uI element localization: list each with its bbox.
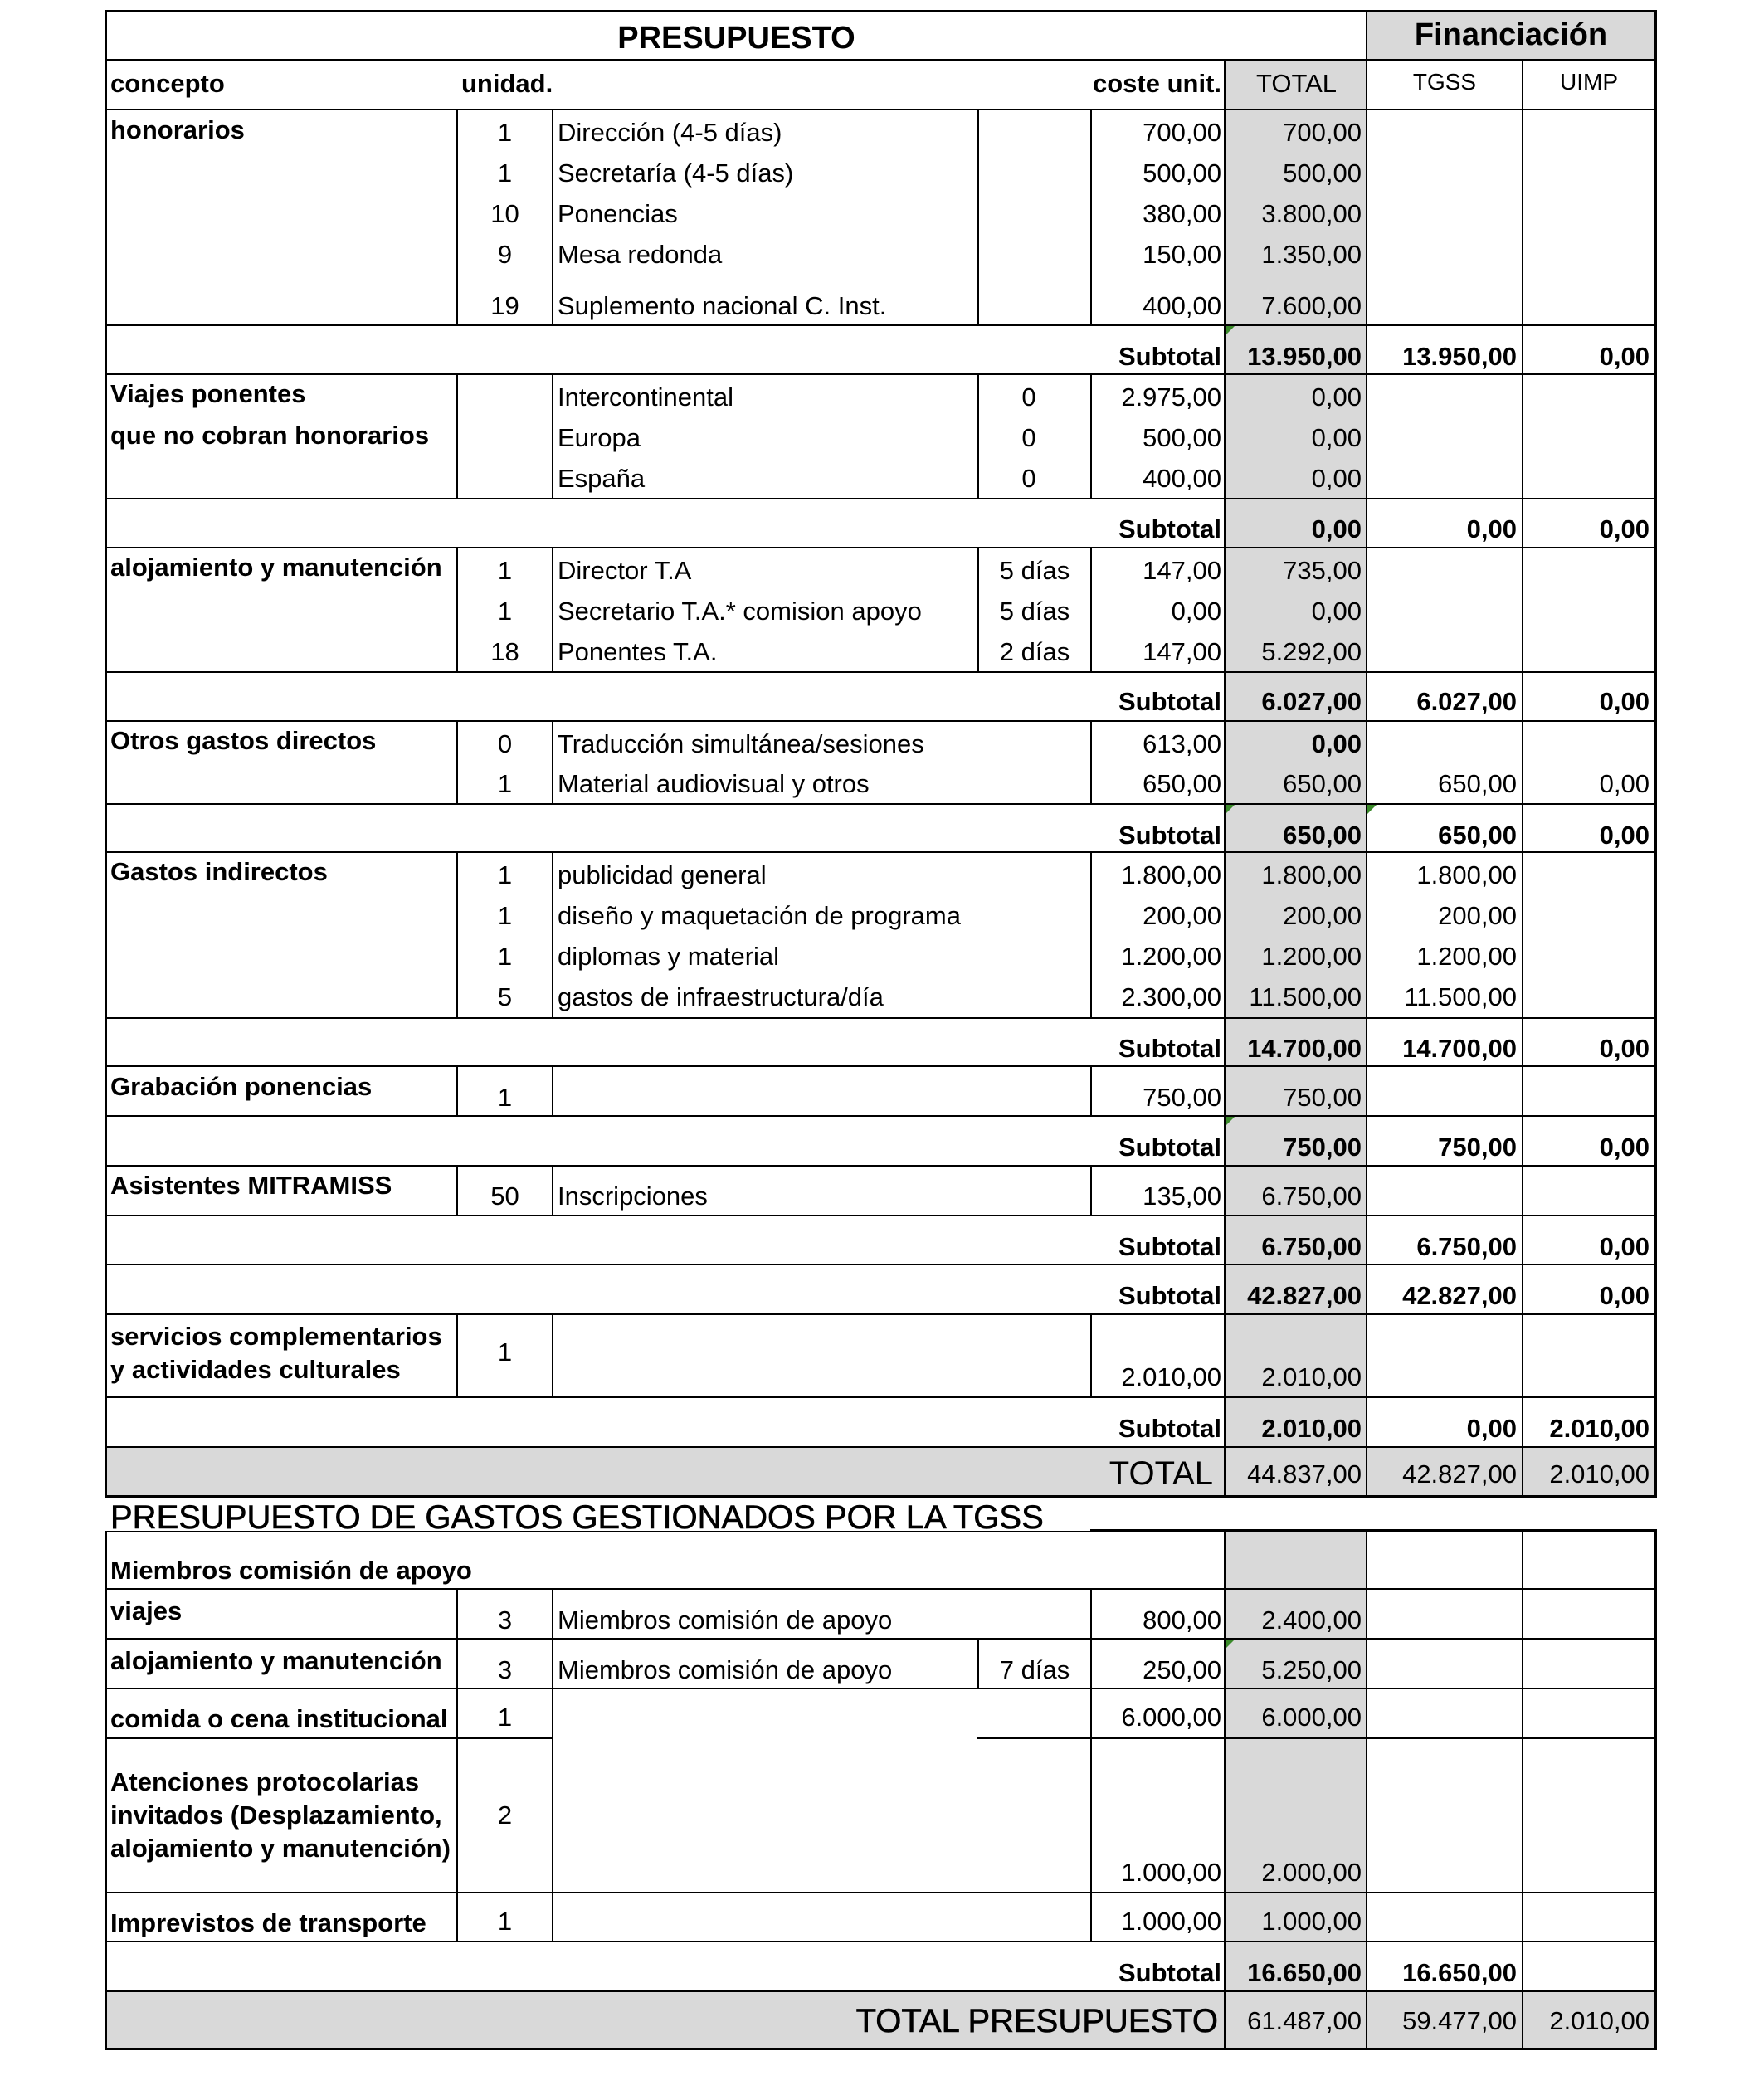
- tgss-atenciones-unit: 2: [497, 1800, 513, 1830]
- viajes-count: 0: [1021, 382, 1036, 412]
- asistentes-label: Asistentes MITRAMISS: [110, 1171, 392, 1200]
- grabacion-label: Grabación ponencias: [110, 1072, 373, 1101]
- viajes-cost: 2.975,00: [1121, 382, 1221, 412]
- tgss-imprevistos-label: Imprevistos de transporte: [110, 1908, 426, 1937]
- asistentes-total: 6.750,00: [1261, 1182, 1362, 1211]
- alojamiento-days: 5 días: [999, 597, 1070, 626]
- honorarios-cost: 700,00: [1143, 118, 1221, 147]
- subtotal-uimp: 0,00: [1599, 514, 1649, 543]
- alojamiento-total: 735,00: [1283, 556, 1362, 585]
- servicios-total: 2.010,00: [1261, 1362, 1362, 1391]
- total-tgss: 42.827,00: [1402, 1459, 1517, 1489]
- subtotal-all-tgss: 42.827,00: [1402, 1281, 1517, 1310]
- tgss-aloj-label: alojamiento y manutención: [110, 1646, 442, 1675]
- tgss-imprevistos-unit: 1: [497, 1907, 513, 1936]
- asistentes-unit: 50: [490, 1182, 519, 1211]
- viajes-count: 0: [1021, 464, 1036, 493]
- otros-desc: Traducción simultánea/sesiones: [558, 729, 924, 758]
- subtotal-tgss: 0,00: [1466, 1414, 1517, 1443]
- indirectos-total: 200,00: [1283, 901, 1362, 930]
- tgss-comida-total: 6.000,00: [1261, 1703, 1362, 1732]
- honorarios-cost: 150,00: [1143, 240, 1221, 269]
- total-label: TOTAL: [1109, 1455, 1213, 1492]
- col-header-concepto: concepto: [110, 69, 225, 98]
- grabacion-unit: 1: [497, 1083, 513, 1112]
- asistentes-desc: Inscripciones: [558, 1182, 708, 1211]
- tgss-atenciones-label-3: alojamiento y manutención): [110, 1834, 451, 1863]
- subtotal-label: Subtotal: [1118, 1414, 1221, 1443]
- tgss-imprevistos-cost: 1.000,00: [1121, 1907, 1221, 1936]
- subtotal-total: 14.700,00: [1247, 1034, 1362, 1063]
- subtotal-uimp: 0,00: [1599, 821, 1649, 850]
- indirectos-unit: 1: [497, 860, 513, 889]
- comment-marker: [1226, 805, 1235, 814]
- tgss-atenciones-label: Atenciones protocolarias: [110, 1767, 420, 1796]
- subtotal-total: 750,00: [1283, 1133, 1362, 1162]
- col-header-tgss: TGSS: [1412, 69, 1477, 95]
- tgss-comida-label: comida o cena institucional: [110, 1704, 448, 1733]
- grabacion-total: 750,00: [1283, 1083, 1362, 1112]
- subtotal-all-uimp: 0,00: [1599, 1281, 1649, 1310]
- honorarios-unit: 9: [497, 240, 513, 269]
- indirectos-cost: 200,00: [1143, 901, 1221, 930]
- viajes-total: 0,00: [1311, 423, 1362, 452]
- grand-total-label: TOTAL PRESUPUESTO: [855, 2003, 1218, 2039]
- tgss-comida-cost: 6.000,00: [1121, 1703, 1221, 1732]
- grabacion-cost: 750,00: [1143, 1083, 1221, 1112]
- subtotal-total: 6.027,00: [1261, 687, 1362, 716]
- subtotal-label: Subtotal: [1118, 342, 1221, 371]
- alojamiento-desc: Director T.A: [558, 556, 692, 585]
- tgss-aloj-cost: 250,00: [1143, 1655, 1221, 1684]
- otros-tgss: 650,00: [1438, 769, 1517, 798]
- tgss-section-title: PRESUPUESTO DE GASTOS GESTIONADOS POR LA TGSS: [110, 1499, 1044, 1536]
- indirectos-tgss: 1.800,00: [1416, 860, 1517, 889]
- subtotal-uimp: 0,00: [1599, 342, 1649, 371]
- alojamiento-total: 0,00: [1311, 597, 1362, 626]
- subtotal-label: Subtotal: [1118, 514, 1221, 543]
- col-header-uimp: UIMP: [1560, 69, 1618, 95]
- tgss-subtotal-tgss: 16.650,00: [1402, 1958, 1517, 1987]
- subtotal-uimp: 2.010,00: [1549, 1414, 1649, 1443]
- otros-unit: 0: [497, 729, 513, 758]
- tgss-aloj-desc: Miembros comisión de apoyo: [558, 1655, 893, 1684]
- honorarios-total: 3.800,00: [1261, 199, 1362, 228]
- tgss-comida-unit: 1: [497, 1703, 513, 1732]
- alojamiento-unit: 1: [497, 597, 513, 626]
- alojamiento-cost: 147,00: [1143, 556, 1221, 585]
- honorarios-cost: 400,00: [1143, 291, 1221, 320]
- subtotal-tgss: 0,00: [1466, 514, 1517, 543]
- servicios-label: servicios complementarios: [110, 1322, 442, 1351]
- servicios-unit: 1: [497, 1337, 513, 1367]
- honorarios-total: 700,00: [1283, 118, 1362, 147]
- tgss-aloj-total: 5.250,00: [1261, 1655, 1362, 1684]
- honorarios-desc: Mesa redonda: [558, 240, 723, 269]
- viajes-desc: España: [558, 464, 646, 493]
- subtotal-uimp: 0,00: [1599, 1034, 1649, 1063]
- comment-marker: [1226, 1640, 1235, 1649]
- tgss-viajes-desc: Miembros comisión de apoyo: [558, 1605, 893, 1635]
- subtotal-total: 13.950,00: [1247, 342, 1362, 371]
- subtotal-total: 2.010,00: [1261, 1414, 1362, 1443]
- subtotal-label: Subtotal: [1118, 821, 1221, 850]
- indirectos-cost: 1.800,00: [1121, 860, 1221, 889]
- subtotal-total: 0,00: [1311, 514, 1362, 543]
- subtotal-total: 650,00: [1283, 821, 1362, 850]
- otros-total: 650,00: [1283, 769, 1362, 798]
- subtotal-uimp: 0,00: [1599, 1232, 1649, 1261]
- honorarios-unit: 1: [497, 158, 513, 188]
- alojamiento-days: 5 días: [999, 556, 1070, 585]
- grand-total-total: 61.487,00: [1247, 2006, 1362, 2035]
- honorarios-desc: Dirección (4-5 días): [558, 118, 782, 147]
- indirectos-unit: 1: [497, 942, 513, 971]
- honorarios-total: 1.350,00: [1261, 240, 1362, 269]
- tgss-subtotal-total: 16.650,00: [1247, 1958, 1362, 1987]
- subtotal-uimp: 0,00: [1599, 687, 1649, 716]
- viajes-label: Viajes ponentes: [110, 379, 306, 408]
- indirectos-total: 11.500,00: [1249, 982, 1362, 1011]
- subtotal-label: Subtotal: [1118, 687, 1221, 716]
- viajes-cost: 500,00: [1143, 423, 1221, 452]
- otros-uimp: 0,00: [1599, 769, 1649, 798]
- comment-marker: [1226, 1117, 1235, 1126]
- subtotal-tgss: 13.950,00: [1402, 342, 1517, 371]
- indirectos-tgss: 200,00: [1438, 901, 1517, 930]
- otros-unit: 1: [497, 769, 513, 798]
- alojamiento-unit: 1: [497, 556, 513, 585]
- col-header-unidad: unidad.: [461, 69, 553, 98]
- indirectos-unit: 1: [497, 901, 513, 930]
- indirectos-tgss: 1.200,00: [1416, 942, 1517, 971]
- subtotal-all-total: 42.827,00: [1247, 1281, 1362, 1310]
- otros-desc: Material audiovisual y otros: [558, 769, 870, 798]
- otros-cost: 650,00: [1143, 769, 1221, 798]
- honorarios-label: honorarios: [110, 115, 245, 144]
- indirectos-label: Gastos indirectos: [110, 857, 328, 886]
- honorarios-desc: Secretaría (4-5 días): [558, 158, 794, 188]
- alojamiento-desc: Ponentes T.A.: [558, 637, 718, 666]
- alojamiento-cost: 0,00: [1171, 597, 1221, 626]
- viajes-total: 0,00: [1311, 382, 1362, 412]
- viajes-desc: Europa: [558, 423, 641, 452]
- otros-label: Otros gastos directos: [110, 726, 377, 755]
- subtotal-label: Subtotal: [1118, 1133, 1221, 1162]
- servicios-label-2: y actividades culturales: [110, 1355, 401, 1384]
- indirectos-tgss: 11.500,00: [1404, 982, 1517, 1011]
- subtotal-uimp: 0,00: [1599, 1133, 1649, 1162]
- indirectos-cost: 2.300,00: [1121, 982, 1221, 1011]
- comment-marker: [1226, 326, 1235, 335]
- alojamiento-total: 5.292,00: [1261, 637, 1362, 666]
- subtotal-tgss: 750,00: [1438, 1133, 1517, 1162]
- tgss-atenciones-label-2: invitados (Desplazamiento,: [110, 1800, 442, 1830]
- total-total: 44.837,00: [1247, 1459, 1362, 1489]
- viajes-desc: Intercontinental: [558, 382, 733, 412]
- tgss-atenciones-total: 2.000,00: [1261, 1858, 1362, 1887]
- tgss-viajes-cost: 800,00: [1143, 1605, 1221, 1635]
- tgss-viajes-unit: 3: [497, 1605, 513, 1635]
- honorarios-unit: 19: [490, 291, 519, 320]
- honorarios-desc: Ponencias: [558, 199, 678, 228]
- alojamiento-desc: Secretario T.A.* comision apoyo: [558, 597, 922, 626]
- honorarios-total: 7.600,00: [1261, 291, 1362, 320]
- honorarios-desc: Suplemento nacional C. Inst.: [558, 291, 887, 320]
- indirectos-unit: 5: [497, 982, 513, 1011]
- col-header-coste: coste unit.: [1092, 69, 1221, 98]
- honorarios-unit: 10: [490, 199, 519, 228]
- alojamiento-cost: 147,00: [1143, 637, 1221, 666]
- subtotal-label: Subtotal: [1118, 1034, 1221, 1063]
- otros-total: 0,00: [1311, 729, 1362, 758]
- honorarios-cost: 500,00: [1143, 158, 1221, 188]
- grand-total-uimp: 2.010,00: [1549, 2006, 1649, 2035]
- subtotal-label: Subtotal: [1118, 1281, 1221, 1310]
- asistentes-cost: 135,00: [1143, 1182, 1221, 1211]
- viajes-count: 0: [1021, 423, 1036, 452]
- tgss-atenciones-cost: 1.000,00: [1121, 1858, 1221, 1887]
- indirectos-cost: 1.200,00: [1121, 942, 1221, 971]
- viajes-total: 0,00: [1311, 464, 1362, 493]
- alojamiento-days: 2 días: [999, 637, 1070, 666]
- viajes-cost: 400,00: [1143, 464, 1221, 493]
- tgss-imprevistos-total: 1.000,00: [1261, 1907, 1362, 1936]
- subtotal-tgss: 650,00: [1438, 821, 1517, 850]
- tgss-viajes-total: 2.400,00: [1261, 1605, 1362, 1635]
- subtotal-tgss: 14.700,00: [1402, 1034, 1517, 1063]
- indirectos-desc: gastos de infraestructura/día: [558, 982, 884, 1011]
- viajes-label-2: que no cobran honorarios: [110, 421, 430, 450]
- comment-marker: [1367, 805, 1377, 814]
- indirectos-desc: publicidad general: [558, 860, 767, 889]
- subtotal-tgss: 6.027,00: [1416, 687, 1517, 716]
- tgss-aloj-unit: 3: [497, 1655, 513, 1684]
- tgss-aloj-days: 7 días: [999, 1655, 1070, 1684]
- otros-cost: 613,00: [1143, 729, 1221, 758]
- subtotal-tgss: 6.750,00: [1416, 1232, 1517, 1261]
- servicios-cost: 2.010,00: [1121, 1362, 1221, 1391]
- indirectos-total: 1.800,00: [1261, 860, 1362, 889]
- subtotal-total: 6.750,00: [1261, 1232, 1362, 1261]
- grand-total-tgss: 59.477,00: [1402, 2006, 1517, 2035]
- indirectos-total: 1.200,00: [1261, 942, 1362, 971]
- alojamiento-unit: 18: [490, 637, 519, 666]
- subtotal-label: Subtotal: [1118, 1232, 1221, 1261]
- alojamiento-label: alojamiento y manutención: [110, 553, 442, 582]
- budget-title: PRESUPUESTO: [617, 21, 855, 56]
- honorarios-cost: 380,00: [1143, 199, 1221, 228]
- honorarios-total: 500,00: [1283, 158, 1362, 188]
- comision-label: Miembros comisión de apoyo: [110, 1556, 472, 1585]
- financiacion-header: Financiación: [1414, 17, 1608, 52]
- col-header-total: TOTAL: [1255, 69, 1338, 98]
- honorarios-unit: 1: [497, 118, 513, 147]
- indirectos-desc: diplomas y material: [558, 942, 780, 971]
- indirectos-desc: diseño y maquetación de programa: [558, 901, 961, 930]
- subtotal-label: Subtotal: [1118, 1958, 1221, 1987]
- total-uimp: 2.010,00: [1549, 1459, 1649, 1489]
- tgss-viajes-label: viajes: [110, 1596, 183, 1625]
